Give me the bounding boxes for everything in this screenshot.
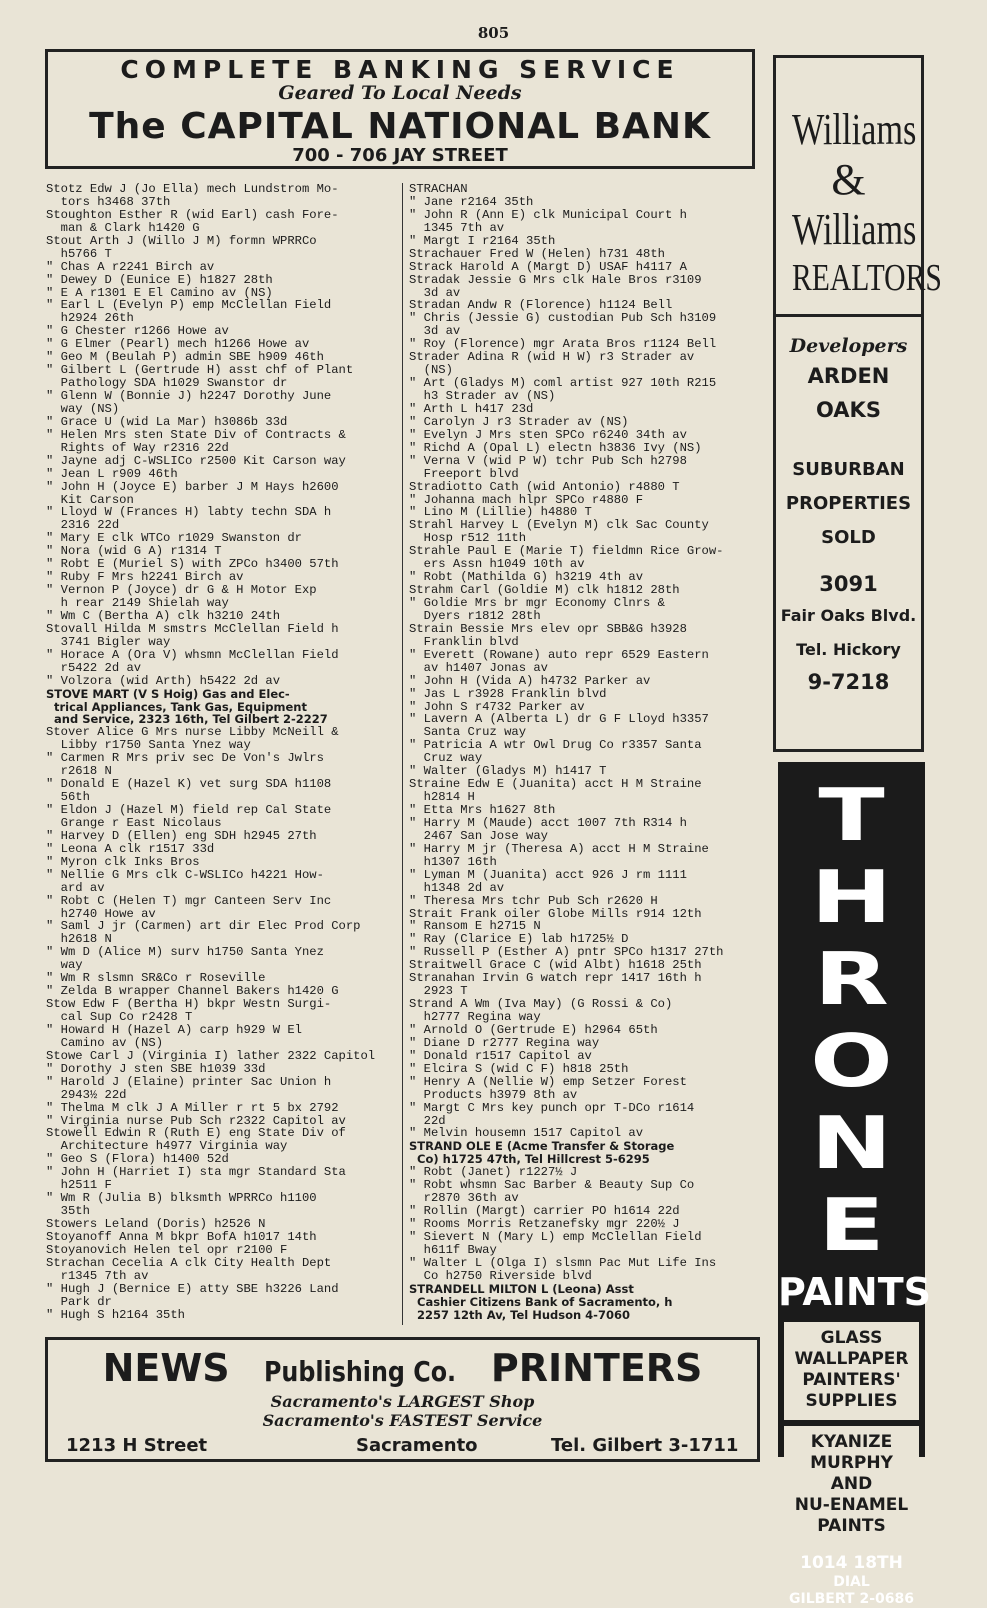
throne-logo-letter: N	[810, 1101, 893, 1185]
directory-entry-line: " Lavern A (Alberta L) dr G F Lloyd h3357	[409, 712, 709, 727]
directory-entry-line: " Nora (wid G A) r1314 T	[46, 544, 222, 559]
directory-entry-line: " Eldon J (Hazel M) field rep Cal State	[46, 803, 332, 817]
directory-entry-line: " Virginia nurse Pub Sch r2322 Capitol av	[46, 1113, 346, 1128]
directory-entry-line: " Harry M (Maude) acct 1007 7th R314 h	[409, 815, 687, 830]
directory-entry-line: Kit Carson	[46, 492, 134, 507]
directory-entry-line: " G Chester r1266 Howe av	[46, 324, 229, 339]
throne-logo-letter: E	[818, 1183, 885, 1267]
directory-entry-line: Park dr	[46, 1294, 112, 1309]
directory-entry-line: 3d av	[409, 285, 461, 300]
directory-entry-line: " John H (Harriet I) sta mgr Standard Sta	[46, 1165, 346, 1180]
directory-entry-line: " Wm R (Julia B) blksmth WPRRCo h1100	[46, 1191, 317, 1206]
printer-city: Sacramento	[356, 1435, 478, 1456]
directory-entry-line: " Etta Mrs h1627 8th	[409, 803, 556, 817]
directory-entry-line: Architecture h4977 Virginia way	[46, 1139, 288, 1154]
directory-entry-line: " John S r4732 Parker av	[409, 699, 585, 714]
directory-entry-line: " Verna V (wid P W) tchr Pub Sch h2798	[409, 453, 687, 468]
directory-entry-line: " Henry A (Nellie W) emp Setzer Forest	[409, 1074, 687, 1089]
directory-entry-line: Stoughton Esther R (wid Earl) cash Fore-	[46, 207, 339, 222]
directory-entry-line: way	[46, 958, 83, 973]
directory-entry-line: " Horace A (Ora V) whsmn McClellan Field	[46, 647, 339, 662]
directory-entry-line: " Hugh J (Bernice E) atty SBE h3226 Land	[46, 1281, 339, 1296]
directory-entry-line: " Evelyn J Mrs sten SPCo r6240 34th av	[409, 427, 687, 442]
directory-entry-line: " Ray (Clarice E) lab h1725½ D	[409, 932, 629, 947]
directory-entry-line: 2923 T	[409, 984, 468, 999]
directory-entry-line: h2924 26th	[46, 311, 134, 326]
directory-entry-line: " Richd A (Opal L) electn h3836 Ivy (NS)	[409, 440, 702, 455]
directory-entry-line: Strahle Paul E (Marie T) fieldmn Rice Grow-	[409, 544, 724, 559]
directory-entry-line: " Geo S (Flora) h1400 52d	[46, 1152, 229, 1167]
directory-entry-line: Strader Adina R (wid H W) r3 Strader av	[409, 350, 695, 365]
directory-entry-line: " Wm R slsmn SR&Co r Roseville	[46, 971, 266, 986]
directory-entry-line: h2777 Regina way	[409, 1010, 541, 1024]
realtor-name-2: Williams	[791, 205, 917, 254]
directory-entry-line: " Wm D (Alice M) surv h1750 Santa Ynez	[46, 945, 324, 960]
directory-entry-line: " Lloyd W (Frances H) labty techn SDA h	[46, 505, 332, 520]
directory-entry-line: r1345 7th av	[46, 1268, 149, 1283]
bank-advertisement	[45, 49, 755, 169]
realtor-arden: ARDEN	[807, 364, 890, 388]
directory-entry-line: " John H (Joyce E) barber J M Hays h2600	[46, 479, 339, 494]
directory-entry-line: (NS)	[409, 363, 453, 378]
throne-dial: DIAL	[833, 1574, 870, 1590]
printer-tagline-2: Sacramento's FASTEST Service	[262, 1411, 543, 1430]
directory-entry-line: " Robt (Mathilda G) h3219 4th av	[409, 570, 644, 585]
throne-logo-letter: O	[810, 1019, 893, 1103]
directory-entry-line: Strack Harold A (Margt D) USAF h4117 A	[409, 259, 687, 274]
directory-entry-line: Products h3979 8th av	[409, 1087, 578, 1102]
bank-ad-headline: COMPLETE BANKING SERVICE	[120, 55, 680, 84]
directory-entry-line: 2316 22d	[46, 518, 120, 533]
directory-entry-line: Santa Cruz way	[409, 725, 527, 740]
directory-entry-line: Stovall Hilda M smstrs McClellan Field h	[46, 621, 339, 636]
directory-entry-line: " Diane D r2777 Regina way	[409, 1035, 600, 1050]
directory-entry-line: " Thelma M clk J A Miller r rt 5 bx 2792	[46, 1100, 339, 1115]
throne-supplies-box	[784, 1322, 919, 1420]
directory-entry-line: " Arnold O (Gertrude E) h2964 65th	[409, 1022, 658, 1037]
throne-logo-letter: H	[810, 855, 893, 939]
directory-entry-line: " Goldie Mrs br mgr Economy Clnrs &	[409, 596, 665, 610]
directory-entry-line: " Harvey D (Ellen) eng SDH h2945 27th	[46, 828, 317, 843]
directory-column-left	[46, 183, 398, 1322]
directory-entry-line: " Robt whsmn Sac Barber & Beauty Sup Co	[409, 1178, 695, 1193]
realtor-properties: PROPERTIES	[785, 493, 912, 514]
directory-entry-line: 3d av	[409, 324, 461, 339]
throne-logo-letter: R	[814, 937, 889, 1021]
directory-entry-line: STRACHAN	[409, 182, 468, 196]
directory-entry-line: Stow Edw F (Bertha H) bkpr Westn Surgi-	[46, 997, 332, 1012]
directory-heading-line: STRANDELL MILTON L (Leona) Asst	[409, 1281, 634, 1296]
throne-brands-line: AND	[830, 1474, 873, 1494]
realtor-phone: 9-7218	[807, 670, 890, 694]
directory-entry-line: Stover Alice G Mrs nurse Libby McNeill &	[46, 725, 339, 740]
directory-heading-line: STOVE MART (V S Hoig) Gas and Elec-	[46, 686, 290, 701]
directory-entry-line: " G Elmer (Pearl) mech h1266 Howe av	[46, 337, 310, 352]
directory-entry-line: " Russell P (Esther A) pntr SPCo h1317 27th	[409, 945, 724, 960]
directory-entry-line: Strachauer Fred W (Helen) h731 48th	[409, 246, 665, 261]
throne-logo-letter: T	[818, 773, 885, 857]
paint-advertisement	[778, 762, 932, 1607]
directory-heading-line: and Service, 2323 16th, Tel Gilbert 2-2227	[46, 712, 328, 727]
directory-entry-line: " Harry M jr (Theresa A) acct H M Straine	[409, 841, 709, 856]
directory-entry-line: " Robt C (Helen T) mgr Canteen Serv Inc	[46, 893, 332, 908]
directory-entry-line: " Vernon P (Joyce) dr G & H Motor Exp	[46, 583, 317, 598]
directory-entry-line: " Leona A clk r1517 33d	[46, 841, 215, 856]
directory-entry-line: " Elcira S (wid C F) h818 25th	[409, 1061, 629, 1076]
directory-entry-line: Stranahan Irvin G watch repr 1417 16th h	[409, 971, 702, 986]
throne-brands-line: NU-ENAMEL	[794, 1495, 909, 1515]
throne-brands-box	[784, 1426, 919, 1545]
directory-entry-line: Stout Arth J (Willo J M) formn WPRRCo	[46, 233, 317, 248]
directory-entry-line: h rear 2149 Shielah way	[46, 596, 229, 610]
directory-entry-line: Strait Frank oiler Globe Mills r914 12th	[409, 906, 702, 921]
directory-entry-line: cal Sup Co r2428 T	[46, 1010, 193, 1024]
directory-entry-line: " Earl L (Evelyn P) emp McClellan Field	[46, 298, 332, 313]
directory-entry-line: " Gilbert L (Gertrude H) asst chf of Plant	[46, 363, 354, 378]
directory-entry-line: h2618 N	[46, 932, 112, 947]
directory-entry-line: " Jayne adj C-WSLICo r2500 Kit Carson way	[46, 453, 346, 468]
directory-entry-line: 2467 San Jose way	[409, 828, 548, 843]
directory-entry-line: Stradak Jessie G Mrs clk Hale Bros r3109	[409, 272, 702, 287]
directory-entry-line: " Patricia A wtr Owl Drug Co r3357 Santa	[409, 738, 702, 753]
directory-entry-line: " Jane r2164 35th	[409, 194, 534, 209]
directory-entry-line: " Dewey D (Eunice E) h1827 28th	[46, 272, 273, 287]
directory-entry-line: Stowers Leland (Doris) h2526 N	[46, 1217, 266, 1231]
directory-entry-line: " Mary E clk WTCo r1029 Swanston dr	[46, 531, 302, 546]
directory-entry-line: " Saml J jr (Carmen) art dir Elec Prod Corp	[46, 919, 361, 934]
directory-entry-line: " Art (Gladys M) coml artist 927 10th R215	[409, 376, 717, 391]
directory-entry-line: h611f Bway	[409, 1242, 497, 1257]
directory-entry-line: " Lino M (Lillie) h4880 T	[409, 505, 592, 520]
directory-entry-line: " Everett (Rowane) auto repr 6529 Eastern	[409, 647, 709, 662]
directory-entry-line: " Carolyn J r3 Strader av (NS)	[409, 414, 629, 429]
directory-entry-line: " Sievert N (Mary L) emp McClellan Field	[409, 1229, 702, 1244]
directory-entry-line: " Donald E (Hazel K) vet surg SDA h1108	[46, 777, 332, 792]
directory-entry-line: Freeport blvd	[409, 466, 519, 481]
directory-entry-line: " Margt I r2164 35th	[409, 233, 556, 248]
directory-entry-line: " Glenn W (Bonnie J) h2247 Dorothy June	[46, 389, 332, 403]
directory-entry-line: " Rooms Morris Retzanefsky mgr 220½ J	[409, 1217, 680, 1231]
directory-entry-line: " Jean L r909 46th	[46, 466, 178, 481]
throne-supplies-line: GLASS	[820, 1328, 883, 1348]
directory-entry-line: Franklin blvd	[409, 634, 519, 649]
realtor-street-number: 3091	[819, 572, 878, 596]
directory-entry-line: " Rollin (Margt) carrier PO h1614 22d	[409, 1204, 680, 1219]
directory-entry-line: " Theresa Mrs tchr Pub Sch r2620 H	[409, 893, 658, 908]
directory-entry-line: " Geo M (Beulah P) admin SBE h909 46th	[46, 350, 324, 365]
directory-entry-line: " Wm C (Bertha A) clk h3210 24th	[46, 608, 281, 623]
directory-entry-line: Cruz way	[409, 751, 483, 766]
directory-entry-line: 1345 7th av	[409, 220, 505, 235]
directory-entry-line: " Lyman M (Juanita) acct 926 J rm 1111	[409, 867, 687, 882]
throne-logo	[778, 774, 925, 1266]
directory-entry-line: " Melvin housemn 1517 Capitol av	[409, 1126, 644, 1141]
directory-entry-line: " Hugh S h2164 35th	[46, 1307, 185, 1322]
directory-entry-line: Co h2750 Riverside blvd	[409, 1268, 592, 1283]
throne-phone: GILBERT 2-0686	[789, 1591, 914, 1607]
realtor-oaks: OAKS	[816, 398, 881, 422]
directory-entry-line: " Chris (Jessie G) custodian Pub Sch h3109	[409, 311, 717, 326]
directory-heading-line: Cashier Citizens Bank of Sacramento, h	[409, 1294, 673, 1309]
bank-ad-tagline: Geared To Local Needs	[278, 82, 522, 104]
directory-entry-line: Grange r East Nicolaus	[46, 815, 222, 830]
directory-entry-line: Stradan Andw R (Florence) h1124 Bell	[409, 298, 673, 313]
directory-entry-line: " Grace U (wid La Mar) h3086b 33d	[46, 414, 288, 429]
directory-entry-line: Camino av (NS)	[46, 1035, 164, 1050]
directory-entry-line: h2740 Howe av	[46, 906, 156, 921]
directory-entry-line: " Jas L r3928 Franklin blvd	[409, 686, 607, 701]
printer-tagline-1: Sacramento's LARGEST Shop	[270, 1392, 535, 1411]
page-number: 805	[477, 24, 510, 42]
directory-entry-line: " Myron clk Inks Bros	[46, 854, 200, 869]
directory-entry-line: Stowell Edwin R (Ruth E) eng State Div of	[46, 1126, 346, 1141]
printer-publishing: Publishing Co.	[264, 1355, 457, 1388]
directory-entry-line: " John H (Vida A) h4732 Parker av	[409, 673, 651, 688]
directory-entry-line: Strahm Carl (Goldie M) clk h1812 28th	[409, 583, 680, 598]
directory-entry-line: 22d	[409, 1113, 446, 1128]
directory-entry-line: " Arth L h417 23d	[409, 401, 534, 416]
directory-entry-line: " Johanna mach hlpr SPCo r4880 F	[409, 492, 644, 507]
realtor-tel: Tel. Hickory	[796, 640, 901, 659]
directory-heading-line: trical Appliances, Tank Gas, Equipment	[46, 699, 307, 714]
directory-heading-line: 2257 12th Av, Tel Hudson 4-7060	[409, 1307, 630, 1322]
directory-entry-line: Stoyanoff Anna M bkpr BofA h1017 14th	[46, 1229, 317, 1244]
directory-entry-line: h5766 T	[46, 246, 112, 261]
throne-brands-line: KYANIZE	[810, 1432, 893, 1452]
directory-entry-line: " Nellie G Mrs clk C-WSLICo h4221 How-	[46, 867, 324, 882]
directory-entry-line: h2511 F	[46, 1178, 112, 1193]
throne-contact	[778, 1553, 925, 1608]
directory-entry-line: h1348 2d av	[409, 880, 505, 895]
realtor-developers: Developers	[789, 335, 908, 357]
directory-entry-line: Strand A Wm (Iva May) (G Rossi & Co)	[409, 997, 673, 1012]
printer-street: 1213 H Street	[66, 1435, 208, 1456]
directory-entry-line: Stradiotto Cath (wid Antonio) r4880 T	[409, 479, 680, 494]
directory-entry-line: Strahl Harvey L (Evelyn M) clk Sac County	[409, 518, 709, 533]
printer-printers: PRINTERS	[490, 1346, 703, 1390]
directory-entry-line: r5422 2d av	[46, 660, 142, 675]
directory-entry-line: way (NS)	[46, 401, 120, 416]
directory-entry-line: ers Assn h1049 10th av	[409, 557, 585, 572]
printer-news: NEWS	[102, 1346, 230, 1390]
directory-entry-line: " Ransom E h2715 N	[409, 919, 541, 934]
throne-supplies-line: SUPPLIES	[805, 1391, 898, 1411]
realtor-street: Fair Oaks Blvd.	[780, 606, 917, 625]
throne-supplies-line: PAINTERS'	[802, 1370, 901, 1390]
directory-entry-line: " Howard H (Hazel A) carp h929 W El	[46, 1022, 302, 1037]
realtor-sold: SOLD	[821, 527, 876, 548]
printer-headline	[48, 1346, 757, 1390]
realtor-label: REALTORS	[791, 257, 942, 299]
bank-ad-address: 700 - 706 JAY STREET	[292, 145, 508, 166]
directory-entry-line: 3741 Bigler way	[46, 634, 171, 649]
directory-entry-line: " Volzora (wid Arth) h5422 2d av	[46, 673, 281, 688]
directory-entry-line: " Donald r1517 Capitol av	[409, 1048, 592, 1063]
directory-entry-line: h2814 H	[409, 790, 475, 805]
directory-entry-line: Straitwell Grace C (wid Albt) h1618 25th	[409, 958, 702, 973]
directory-entry-line: Stotz Edw J (Jo Ella) mech Lundstrom Mo-	[46, 182, 339, 196]
column-divider	[402, 183, 403, 1325]
directory-entry-line: Stowe Carl J (Virginia I) lather 2322 Capitol	[46, 1048, 376, 1063]
throne-paints-label: PAINTS	[778, 1270, 932, 1314]
directory-entry-line: " Walter (Gladys M) h1417 T	[409, 764, 607, 779]
directory-entry-line: " Robt E (Muriel S) with ZPCo h3400 57th	[46, 557, 339, 572]
bank-ad-name: The CAPITAL NATIONAL BANK	[89, 106, 711, 147]
throne-supplies-line: WALLPAPER	[794, 1349, 909, 1369]
directory-entry-line: " Roy (Florence) mgr Arata Bros r1124 Bell	[409, 337, 717, 352]
directory-entry-line: " Harold J (Elaine) printer Sac Union h	[46, 1074, 332, 1089]
directory-entry-line: tors h3468 37th	[46, 194, 171, 209]
directory-entry-line: Dyers r1812 28th	[409, 608, 541, 623]
directory-entry-line: 35th	[46, 1204, 90, 1219]
directory-entry-line: Strachan Cecelia A clk City Health Dept	[46, 1255, 332, 1270]
directory-entry-line: av h1407 Jonas av	[409, 660, 548, 675]
directory-entry-line: Hosp r512 11th	[409, 531, 527, 546]
directory-entry-line: " John R (Ann E) clk Municipal Court h	[409, 207, 687, 222]
throne-address: 1014 18TH	[800, 1553, 903, 1573]
directory-entry-line: Libby r1750 Santa Ynez way	[46, 738, 251, 753]
directory-entry-line: man & Clark h1420 G	[46, 220, 200, 235]
directory-entry-line: ard av	[46, 880, 105, 895]
directory-entry-line: " Margt C Mrs key punch opr T-DCo r1614	[409, 1100, 695, 1115]
directory-entry-line: " E A r1301 E El Camino av (NS)	[46, 285, 273, 300]
directory-entry-line: " Ruby F Mrs h2241 Birch av	[46, 570, 244, 585]
realtor-ad-divider	[776, 314, 921, 317]
directory-column-right	[409, 183, 763, 1322]
directory-entry-line: " Chas A r2241 Birch av	[46, 259, 215, 274]
realtor-advertisement	[773, 55, 942, 752]
directory-entry-line: r2618 N	[46, 764, 112, 779]
directory-entry-line: " Zelda B wrapper Channel Bakers h1420 G	[46, 984, 339, 999]
throne-brands-line: MURPHY	[810, 1453, 893, 1473]
realtor-ampersand: &	[831, 155, 866, 204]
directory-entry-line: Straine Edw E (Juanita) acct H M Straine	[409, 777, 702, 792]
directory-entry-line: h3 Strader av (NS)	[409, 389, 556, 403]
directory-entry-line: h1307 16th	[409, 854, 497, 869]
directory-heading-line: STRAND OLE E (Acme Transfer & Storage	[409, 1139, 675, 1154]
realtor-suburban: SUBURBAN	[792, 459, 905, 480]
printer-tel: Tel. Gilbert 3-1711	[551, 1435, 739, 1456]
directory-entry-line: Pathology SDA h1029 Swanstor dr	[46, 376, 288, 391]
directory-heading-line: Co) h1725 47th, Tel Hillcrest 5-6295	[409, 1152, 650, 1167]
directory-entry-line: Stoyanovich Helen tel opr r2100 F	[46, 1242, 288, 1257]
realtor-name-1: Williams	[791, 105, 917, 154]
directory-entry-line: " Walter L (Olga I) slsmn Pac Mut Life Ins	[409, 1255, 717, 1270]
throne-brands-line: PAINTS	[817, 1516, 886, 1536]
directory-entry-line: " Helen Mrs sten State Div of Contracts &	[46, 427, 346, 442]
directory-entry-line: 56th	[46, 790, 90, 805]
directory-entry-line: Rights of Way r2316 22d	[46, 440, 229, 455]
directory-entry-line: " Carmen R Mrs priv sec De Von's Jwlrs	[46, 751, 324, 766]
printer-advertisement	[45, 1337, 760, 1462]
directory-entry-line: Strain Bessie Mrs elev opr SBB&G h3928	[409, 621, 687, 636]
directory-entry-line: 2943½ 22d	[46, 1087, 127, 1102]
directory-entry-line: " Robt (Janet) r1227½ J	[409, 1165, 578, 1180]
directory-entry-line: " Dorothy J sten SBE h1039 33d	[46, 1061, 266, 1076]
directory-entry-line: r2870 36th av	[409, 1191, 519, 1206]
